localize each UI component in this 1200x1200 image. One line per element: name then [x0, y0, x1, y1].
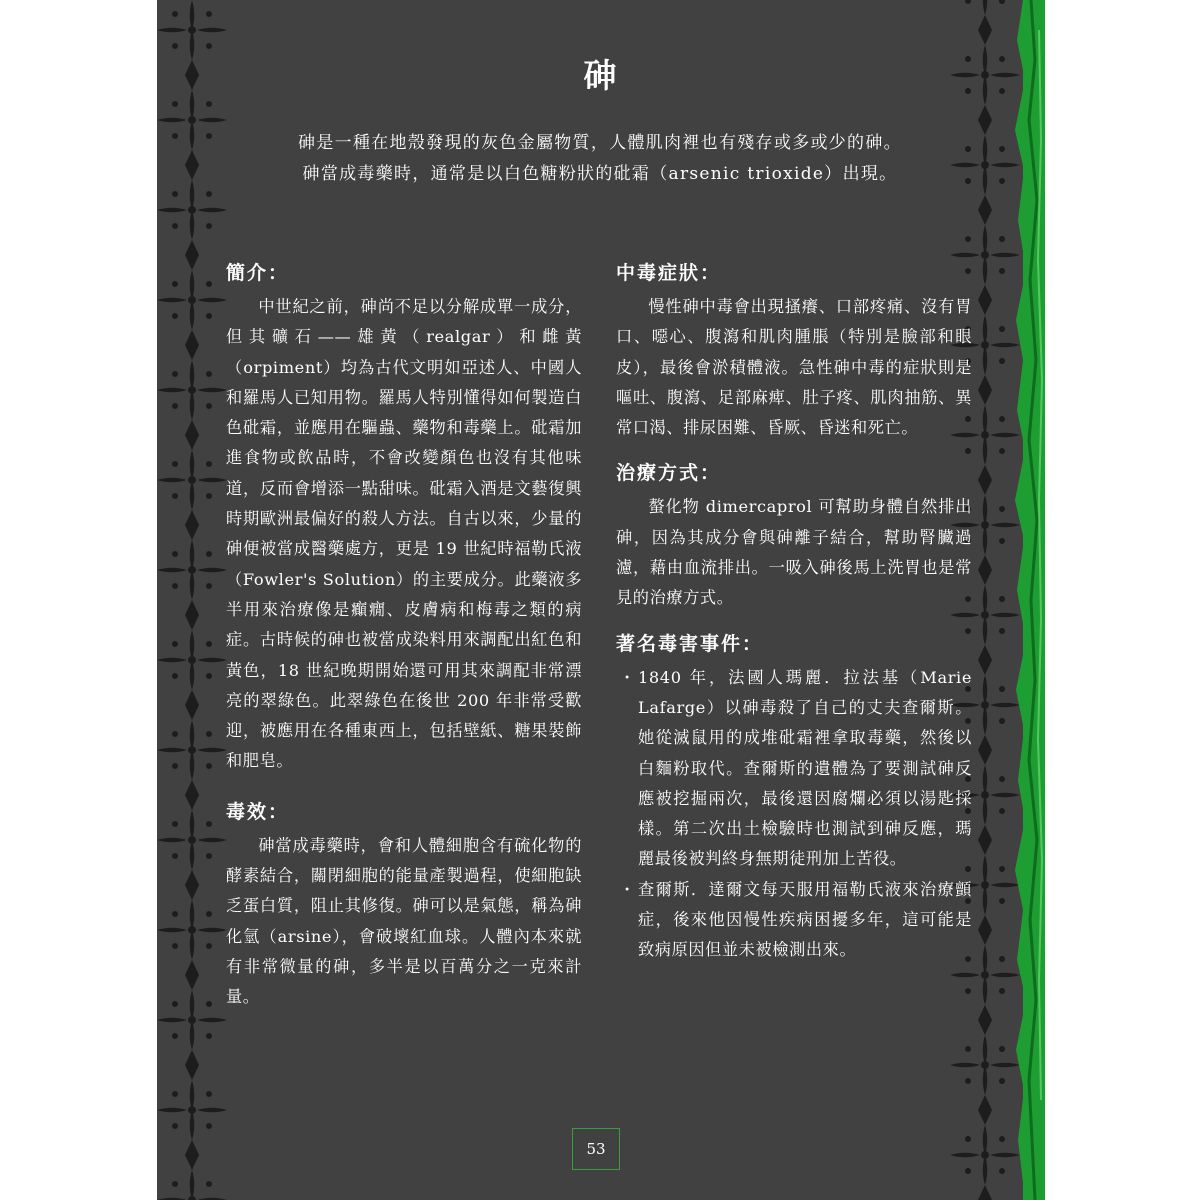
bullet-marker: ・: [619, 879, 636, 899]
left-column: [226, 258, 582, 1013]
section-heading-treatment: 治療方式：: [616, 462, 722, 485]
case-text: 查爾斯．達爾文每天服用福勒氏液來治療顫症，後來他因慢性疾病困擾多年，這可能是致病原因但並未被檢測出來。: [638, 879, 972, 960]
intro-line-1: 砷是一種在地殼發現的灰色金屬物質，人體肌肉裡也有殘存或多或少的砷。: [298, 133, 902, 153]
bullet-marker: ・: [619, 667, 636, 687]
case-text: 1840 年，法國人瑪麗．拉法基（Marie Lafarge）以砷毒殺了自己的丈夫查爾斯。她從滅鼠用的成堆砒霜裡拿取毒藥，然後以白麵粉取代。查爾斯的遺體為了要測試砷反應被挖掘兩次，最後還因腐爛必須以湯匙採樣。第二次出土檢驗時也測試到砷反應，瑪麗最後被判終身無期徒刑加上苦役。: [638, 667, 972, 869]
green-page-edge: [1015, 0, 1045, 1200]
symptoms-body: 慢性砷中毒會出現搔癢、口部疼痛、沒有胃口、噁心、腹瀉和肌肉腫脹（特別是臉部和眼皮），最後會淤積體液。急性砷中毒的症狀則是嘔吐、腹瀉、足部麻痺、肚子疼、肌肉抽筋、異常口渴、排尿困難、昏厥、昏迷和死亡。: [616, 297, 972, 438]
list-item: [616, 663, 972, 875]
intro-line-2: 砷當成毒藥時，通常是以白色糖粉狀的砒霜（arsenic trioxide）出現。: [302, 164, 898, 184]
intro-text: [200, 128, 1000, 190]
introduction-body: 中世紀之前，砷尚不足以分解成單一成分，但其礦石——雄黃（realgar）和雌黃（orpiment）均為古代文明如亞述人、中國人和羅馬人已知用物。羅馬人特別懂得如何製造白色砒霜，並應用在驅蟲、藥物和毒藥上。砒霜加進食物或飲品時，不會改變顏色也沒有其他味道，反而會增添一點甜味。砒霜入酒是文藝復興時期歐洲最偏好的殺人方法。自古以來，少量的砷便被當成醫藥處方，更是 19 世紀時福勒氏液（Fowler's Solution）的主要成分。此藥液多半用來治療像是癲癇、皮膚病和梅毒之類的病症。古時候的砷也被當成染料用來調配出紅色和黃色，18 世紀晚期開始還可用其來調配非常漂亮的翠綠色。此翠綠色在後世 200 年非常受歡迎，被應用在各種東西上，包括壁紙、糖果裝飾和肥皂。: [226, 297, 582, 771]
page-number: 53: [572, 1128, 620, 1170]
section-heading-introduction: 簡介：: [226, 262, 290, 284]
treatment-body: 螯化物 dimercaprol 可幫助身體自然排出砷，因為其成分會與砷離子結合，幫助腎臟過濾，藉由血流排出。一吸入砷後馬上洗胃也是常見的治療方式。: [616, 497, 972, 608]
toxicity-body: 砷當成毒藥時，會和人體細胞含有硫化物的酵素結合，關閉細胞的能量產製過程，使細胞缺乏蛋白質，阻止其修復。砷可以是氣態，稱為砷化氫（arsine），會破壞紅血球。人體內本來就有非常微量的砷，多半是以百萬分之一克來計量。: [226, 835, 582, 1007]
list-item: [616, 875, 972, 966]
section-heading-famous-cases: 著名毒害事件：: [616, 632, 764, 655]
right-column: [616, 258, 972, 966]
section-heading-symptoms: 中毒症狀：: [616, 262, 722, 284]
page-title: 砷: [583, 56, 619, 95]
famous-cases-list: [616, 663, 972, 966]
section-heading-toxicity: 毒效：: [226, 800, 290, 823]
